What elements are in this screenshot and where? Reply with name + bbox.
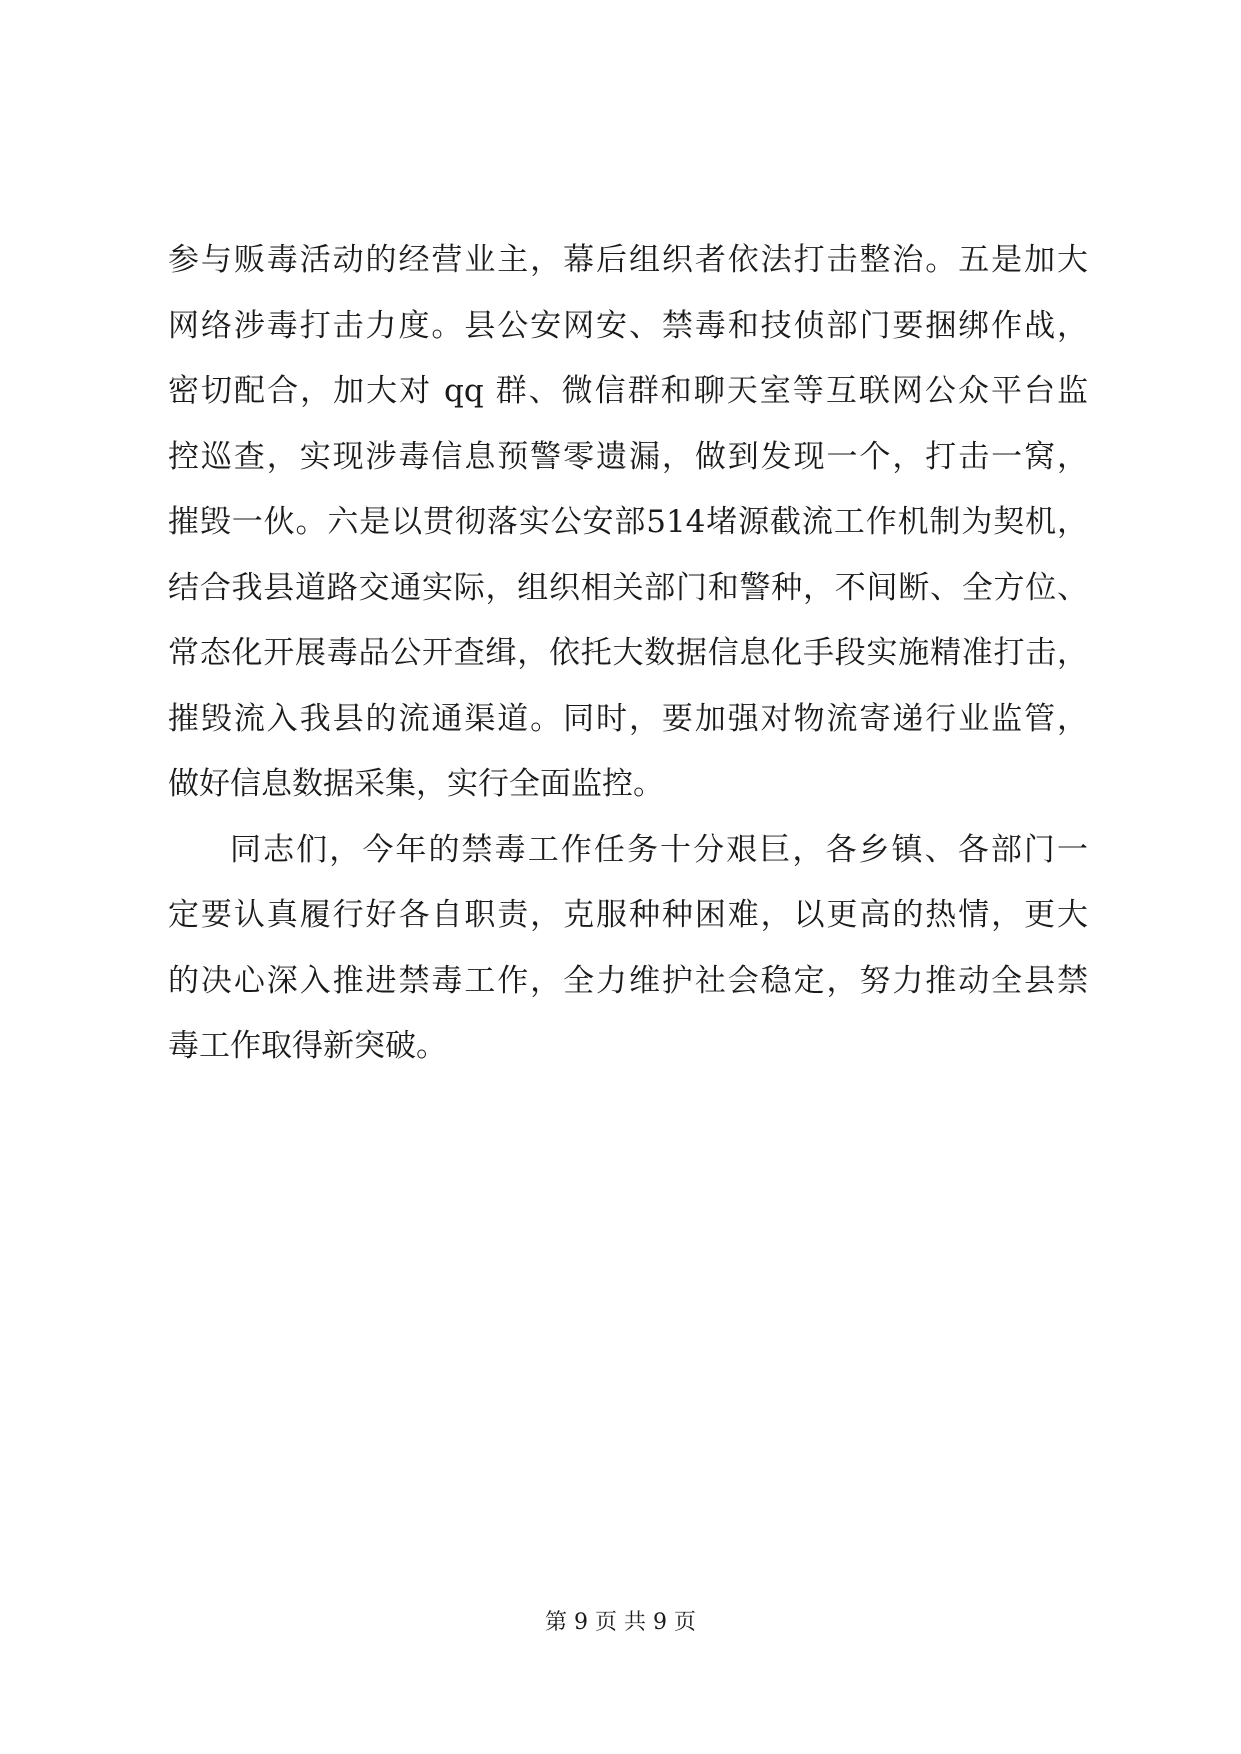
- text-line: 摧毁一伙。六是以贯彻落实公安部514堵源截流工作机制为契机，: [168, 504, 1088, 540]
- text-line: 常态化开展毒品公开查缉，依托大数据信息化手段实施精准打击，: [168, 635, 1088, 671]
- text-line: 做好信息数据采集，实行全面监控。: [168, 766, 664, 802]
- text-line: 摧毁流入我县的流通渠道。同时，要加强对物流寄递行业监管，: [168, 700, 1088, 737]
- text-line: 同志们，今年的禁毒工作任务十分艰巨，各乡镇、各部门一: [230, 831, 1088, 868]
- text-line: 参与贩毒活动的经营业主，幕后组织者依法打击整治。五是加大: [168, 242, 1088, 278]
- page-footer: [0, 1608, 1241, 1638]
- page-number: 第 9 页 共 9 页: [545, 1610, 696, 1635]
- text-line: 定要认真履行好各自职责，克服种种困难，以更高的热情，更大: [168, 897, 1088, 933]
- text-line: 的决心深入推进禁毒工作，全力维护社会稳定，努力推动全县禁: [168, 962, 1088, 999]
- text-line: 控巡查，实现涉毒信息预警零遗漏，做到发现一个，打击一窝，: [168, 438, 1088, 475]
- body-text: [168, 228, 1088, 1080]
- text-line: 毒工作取得新突破。: [168, 1028, 447, 1064]
- text-line: 密切配合，加大对 qq 群、微信群和聊天室等互联网公众平台监: [168, 373, 1088, 409]
- text-line: 结合我县道路交通实际，组织相关部门和警种，不间断、全方位、: [168, 569, 1088, 606]
- text-line: 网络涉毒打击力度。县公安网安、禁毒和技侦部门要捆绑作战，: [168, 307, 1088, 344]
